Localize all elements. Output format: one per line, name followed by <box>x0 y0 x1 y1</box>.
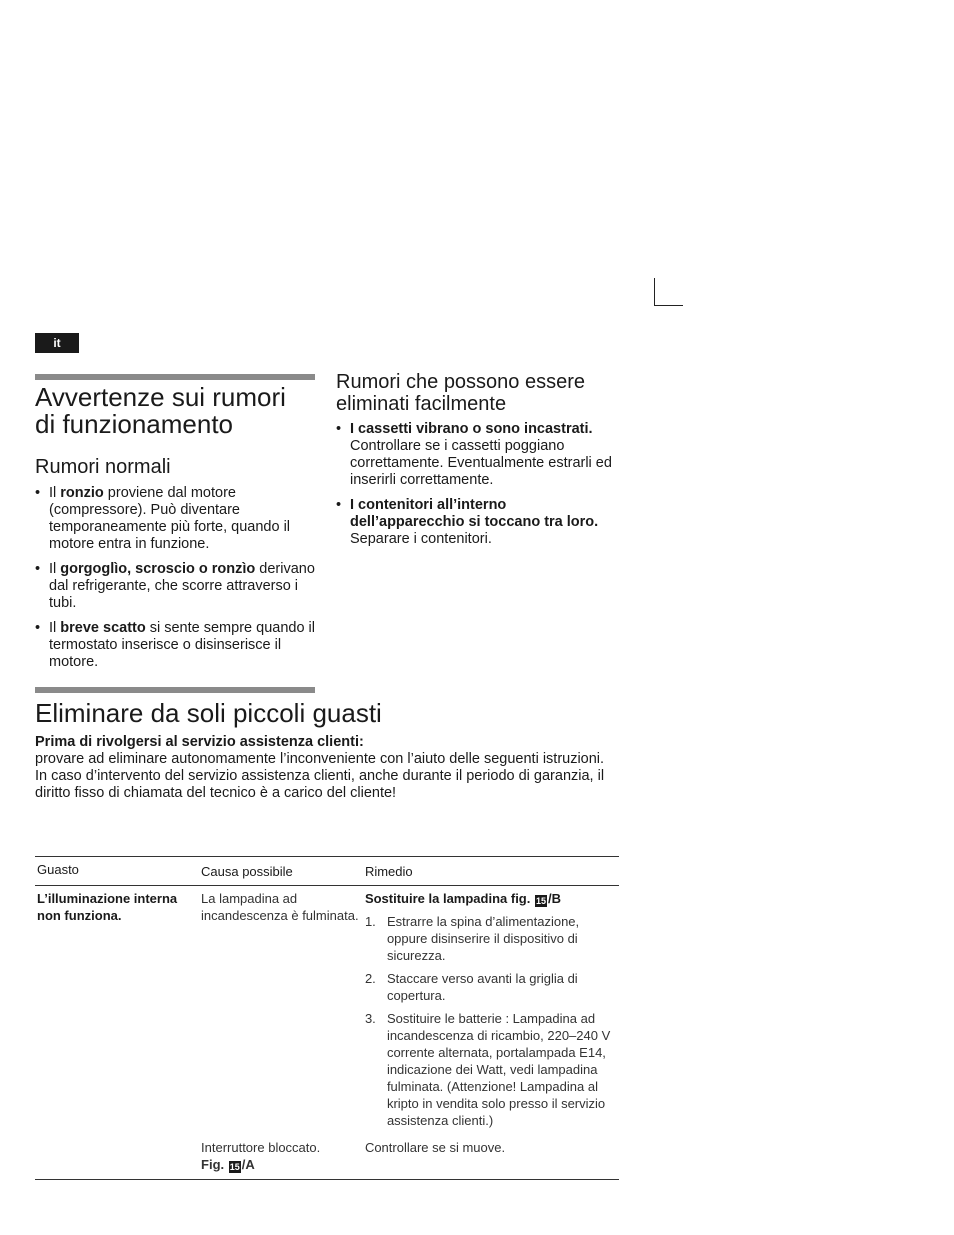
figure-number-icon: 15 <box>535 896 546 906</box>
normal-noises-heading: Rumori normali <box>35 456 171 478</box>
list-item: • I cassetti vibrano o sono incastrati. Controllare se i cassetti poggiano correttamente. Eventualmente estrarli ed inserirli correttamente. <box>336 421 616 489</box>
section-title-line: Avvertenze sui rumori <box>35 382 286 412</box>
list-item: • Il breve scatto si sente sempre quando il termostato inserisce o disinserisce il motore. <box>35 620 320 671</box>
section-title-faults: Eliminare da soli piccoli guasti <box>35 698 382 728</box>
list-item: 1. Estrarre la spina d’alimentazione, oppure disinserire il dispositivo di sicurezza. <box>364 914 580 963</box>
list-item: • Il ronzio proviene dal motore (compressore). Può diventare temporaneamente più forte, quando il motore entra in funzione. <box>35 485 320 553</box>
header-fault: Guasto <box>35 857 199 886</box>
easy-noises-list-container <box>336 421 616 556</box>
crop-corner-mark <box>654 278 683 306</box>
language-tab: it <box>35 333 79 353</box>
intro-bold: Prima di rivolgersi al servizio assistenza clienti: <box>35 734 364 750</box>
table-header-row <box>35 857 619 886</box>
remedy-heading: Sostituire la lampadina fig. 15 /B <box>364 891 561 906</box>
normal-noises-list-container <box>35 485 320 679</box>
easy-noises-heading: Rumori che possono essere eliminati facilmente <box>336 371 586 415</box>
remedy-text: Controllare se si muove. <box>363 1135 619 1180</box>
list-item: 3. Sostituire le batterie : Lampadina ad incandescenza di ricambio, 220–240 V corrente alternata, portalampada E14, indicazione dei Watt, vedi lampadina fulminata. (Attenzione! Lampadina al kripto in vendita solo presso il servizio assistenza clienti.) <box>364 1011 611 1128</box>
troubleshooting-table <box>35 856 619 1180</box>
section-rule <box>35 687 315 693</box>
faults-intro <box>35 734 620 802</box>
table-row <box>35 886 619 1136</box>
remedy-steps <box>365 913 619 1129</box>
list-item: • I contenitori all’interno dell’apparecchio si toccano tra loro. Separare i contenitori. <box>336 497 616 548</box>
intro-text: provare ad eliminare autonomamente l’inconveniente con l’aiuto delle seguenti istruzioni. <box>35 751 605 767</box>
section-title-line: di funzionamento <box>35 409 234 439</box>
easy-noises-list <box>336 421 616 548</box>
list-item: 2. Staccare verso avanti la griglia di copertura. <box>364 971 578 1003</box>
header-remedy: Rimedio <box>363 857 619 886</box>
figure-number-icon: 15 <box>229 1162 240 1172</box>
cause-text: La lampadina ad incandescenza è fulminata. <box>201 891 359 923</box>
section-rule <box>35 374 315 380</box>
cause-text: Interruttore bloccato. <box>201 1140 321 1155</box>
fault-text: L’illuminazione interna non funziona. <box>37 891 178 923</box>
section-title-noises <box>35 384 325 438</box>
intro-text: In caso d’intervento del servizio assistenza clienti, anche durante il periodo di garanzia, il diritto fisso di chiamata del tecnico è a carico del cliente! <box>35 768 605 801</box>
list-item: • Il gorgoglìo, scroscio o ronzìo derivano dal refrigerante, che scorre attraverso i tubi. <box>35 561 320 612</box>
figure-ref: Fig. 15 /A <box>201 1157 255 1172</box>
header-cause: Causa possibile <box>199 857 363 886</box>
normal-noises-list <box>35 485 320 671</box>
table-row <box>35 1135 619 1180</box>
